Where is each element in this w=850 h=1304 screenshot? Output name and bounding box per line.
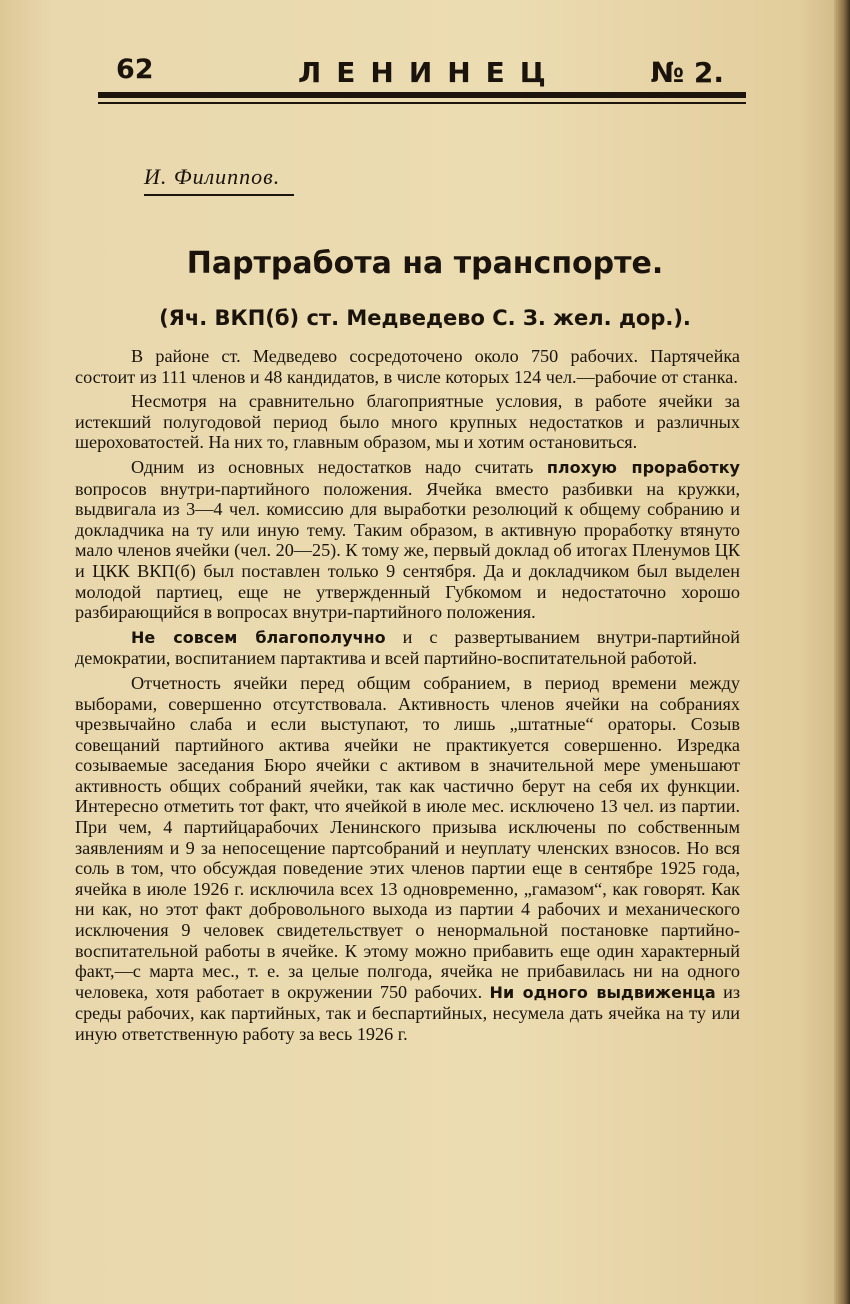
emphasized-text: Не совсем благополучно [131, 627, 386, 647]
paragraph-text: Отчетность ячейки перед общим собранием, в период времени между выборами, совершенно отсутствовала. Активность членов ячейки на собраниях чрезвычайно слаба и если выступают, то лишь „штатные“ ораторы. Созыв совещаний партийного актива ячейки не практикуется совершенно. Изредка созываемые заседания Бюро ячейки с активом в значительной мере уменьшают активность общих собраний ячейки, так как частично берут на себя их функции. Интересно отметить тот факт, что ячейкой в июле мес. исключено 13 чел. из партии. При чем, 4 партийцарабочих Ленинского призыва исключены по собственным заявлениям и 9 за непосещение партсобраний и неуплату членских взносов. Но вся соль в том, что обсуждая поведение этих членов партии еще в сентябре 1925 года, ячейка в июле 1926 г. исключила всех 13 одновременно, „гамазом“, как говорят. Как ни как, но этот факт добровольного выхода из партии 4 рабочих и механического исключения 9 человек свидетельствует о ненормальной постановке партийно-воспитательной работы в ячейке. К этому можно прибавить еще один характерный факт,—с марта мес., т. е. за целые полгода, ячейка не прибавилась ни на одного человека, хотя работает в окружении 750 рабочих. [75, 672, 740, 1002]
paragraph-text: и с развертыванием внутри-партийной демократии, воспитанием партактива и всей партийно-воспитательной работой. [75, 626, 740, 669]
article-subtitle: (Яч. ВКП(б) ст. Медведево С. З. жел. дор.). [159, 306, 691, 330]
article-author: И. Филиппов. [144, 164, 281, 189]
running-header [98, 50, 746, 94]
article-body [75, 346, 740, 1049]
paragraph-text: Одним из основных недостатков надо считать [131, 456, 547, 477]
article-paragraph [75, 457, 740, 623]
emphasized-text: Ни одного выдвиженца [489, 982, 716, 1002]
header-rule-thick [98, 92, 746, 98]
paragraph-text: вопросов внутри-партийного положения. Ячейка вместо разбивки на кружки, выдвигала из 3—4 чел. комиссию для выработки резолюций к общему собранию и докладчика на ту или иную тему. Таким образом, в активную проработку втянуто мало членов ячейки (чел. 20—25). К тому же, первый доклад об итогах Пленумов ЦК и ЦКК ВКП(б) был поставлен только 9 сентября. Да и докладчиком был выделен молодой партиец, еще не утвержденный Губкомом и недостаточно хорошо разбирающийся в вопросах внутри-партийного положения. [75, 478, 740, 623]
paragraph-text: из среды рабочих, как партийных, так и беспартийных, несумела дать ячейка на ту или иную ответственную работу за весь 1926 г. [75, 981, 741, 1044]
page-binding-edge [834, 0, 850, 1304]
issue-number: № 2. [650, 56, 724, 89]
article-paragraph [75, 673, 740, 1045]
emphasized-text: плохую проработку [546, 457, 740, 477]
journal-title: ЛЕНИНЕЦ [298, 56, 561, 89]
author-underline [144, 194, 294, 196]
article-paragraph [75, 627, 740, 669]
article-paragraph [75, 346, 740, 387]
paragraph-text: Несмотря на сравнительно благоприятные условия, в работе ячейки за истекший полугодовой период было много крупных недостатков и различных шероховатостей. На них то, главным образом, мы и хотим остановиться. [75, 391, 740, 453]
article-title: Партработа на транспорте. [186, 246, 664, 281]
header-rule-thin [98, 102, 746, 104]
page-number: 62 [116, 54, 154, 85]
article-paragraph [75, 391, 740, 453]
paragraph-text: В районе ст. Медведево сосредоточено около 750 рабочих. Партячейка состоит из 111 членов и 48 кандидатов, в числе которых 124 чел.—рабочие от станка. [75, 346, 740, 387]
